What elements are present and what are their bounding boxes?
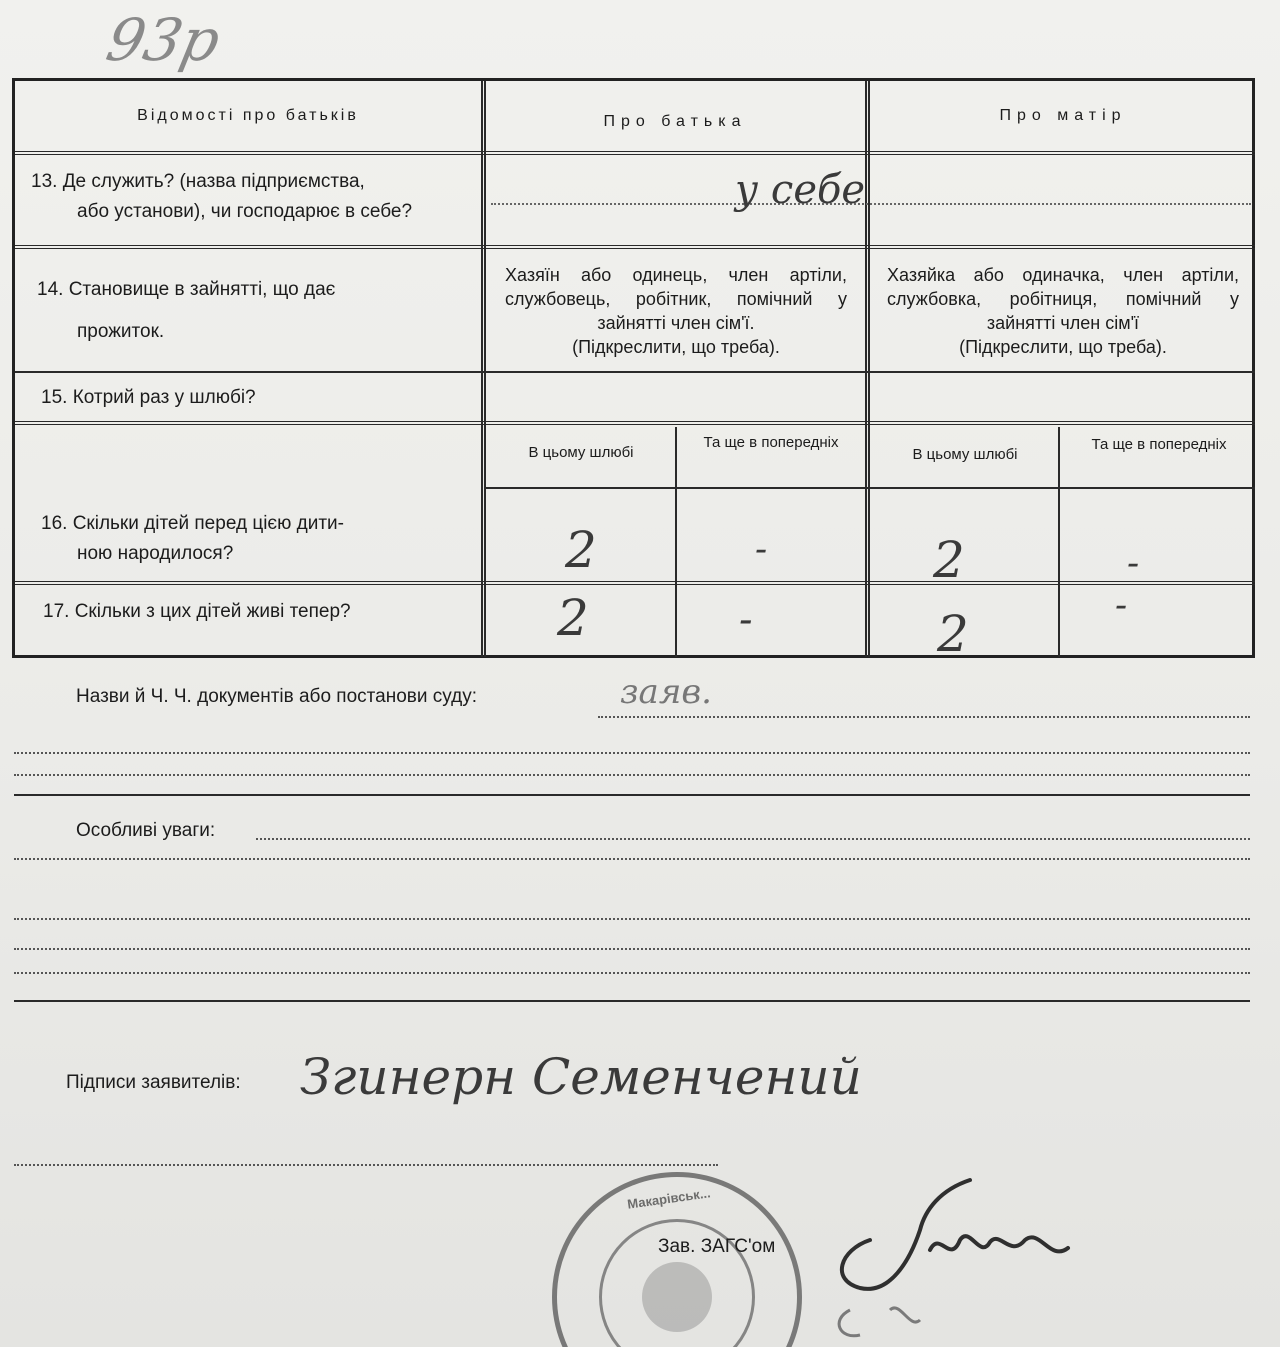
applicants-signature: Згинерн Семенчений xyxy=(300,1048,862,1106)
parents-info-table xyxy=(12,78,1255,663)
signatures-line xyxy=(14,1164,718,1166)
row13-label-line2: або установи), чи господарює в себе? xyxy=(77,201,413,222)
remarks-separator xyxy=(14,1000,1250,1002)
remarks-line-5 xyxy=(14,972,1250,974)
subheader-father-this-marriage: В цьому шлюбі xyxy=(528,444,634,461)
row13-bottom-line xyxy=(15,245,1255,249)
remarks-line-1 xyxy=(256,838,1250,840)
subheader-bottom-line xyxy=(485,487,1255,489)
remarks-line-3 xyxy=(14,918,1250,920)
documents-line-2 xyxy=(14,752,1250,754)
row13-label-line1: 13. Де служить? (назва підприємства, xyxy=(31,171,365,192)
header-father: Про батька xyxy=(603,113,747,130)
row16-mother-this: 2 xyxy=(933,531,965,589)
seal-text: Макарівськ... xyxy=(626,1185,712,1212)
row14-father-options: Хазяїн або одинець, член артіли, службовець, робітник, помічний у зайнятті член сім'ї. xyxy=(505,265,847,333)
remarks-line-2 xyxy=(14,858,1250,860)
row16-father-this: 2 xyxy=(565,521,597,579)
row14-label-line2: прожиток. xyxy=(77,321,165,342)
subheader-mother-previous: Та ще в попередніх xyxy=(1091,436,1227,453)
row16-bottom-line xyxy=(15,581,1255,585)
row17-father-prev: - xyxy=(739,597,753,643)
signatures-label: Підписи заявителів: xyxy=(66,1072,241,1093)
subcol-divider-mother xyxy=(1058,427,1060,657)
row16-label-line2: ною народилося? xyxy=(77,543,234,564)
row17-mother-this: 2 xyxy=(937,605,969,663)
header-bottom-line xyxy=(15,151,1255,155)
row17-mother-prev: - xyxy=(1115,585,1128,626)
documents-line-1 xyxy=(598,716,1250,718)
documents-line-3 xyxy=(14,774,1250,776)
header-parents-info: Відомості про батьків xyxy=(137,107,359,124)
row14-father-note: (Підкреслити, що треба). xyxy=(572,337,780,357)
registrar-label: Зав. ЗАГС'ом xyxy=(658,1236,776,1257)
remarks-label: Особливі уваги: xyxy=(76,820,216,841)
subheader-mother-this-marriage: В цьому шлюбі xyxy=(912,446,1018,463)
documents-value: заяв. xyxy=(620,672,712,712)
remarks-line-4 xyxy=(14,948,1250,950)
col-divider-2 xyxy=(865,81,870,657)
subheader-father-previous: Та ще в попередніх xyxy=(703,434,839,451)
row14-mother-options: Хазяйка або одиначка, член артіли, службовка, робітниця, помічний у зайнятті член сім'ї xyxy=(887,265,1239,333)
header-mother: Про матір xyxy=(999,107,1127,124)
row15-bottom-line xyxy=(15,421,1255,425)
col-divider-1 xyxy=(481,81,486,657)
row14-mother-note: (Підкреслити, що треба). xyxy=(959,337,1167,357)
row16-label-line1: 16. Скільки дітей перед цією дити- xyxy=(41,513,344,534)
row14-label-line1: 14. Становище в зайнятті, що дає xyxy=(37,279,336,300)
row16-father-prev: - xyxy=(755,529,768,570)
seal-emblem xyxy=(642,1262,712,1332)
registrar-signature xyxy=(800,1170,1100,1347)
row14-bottom-line xyxy=(15,371,1255,373)
row16-mother-prev: - xyxy=(1127,543,1140,584)
archive-number: 93р xyxy=(100,6,227,74)
documents-separator xyxy=(14,794,1250,796)
official-seal xyxy=(552,1172,802,1347)
row13-answer: у себе xyxy=(735,167,866,213)
documents-label: Назви й Ч. Ч. документів або постанови суду: xyxy=(76,686,477,707)
row17-father-this: 2 xyxy=(557,589,589,647)
row15-label: 15. Котрий раз у шлюбі? xyxy=(41,387,256,408)
subcol-divider-father xyxy=(675,427,677,657)
row13-dotted-line xyxy=(491,203,1251,205)
row17-label: 17. Скільки з цих дітей живі тепер? xyxy=(43,601,351,622)
